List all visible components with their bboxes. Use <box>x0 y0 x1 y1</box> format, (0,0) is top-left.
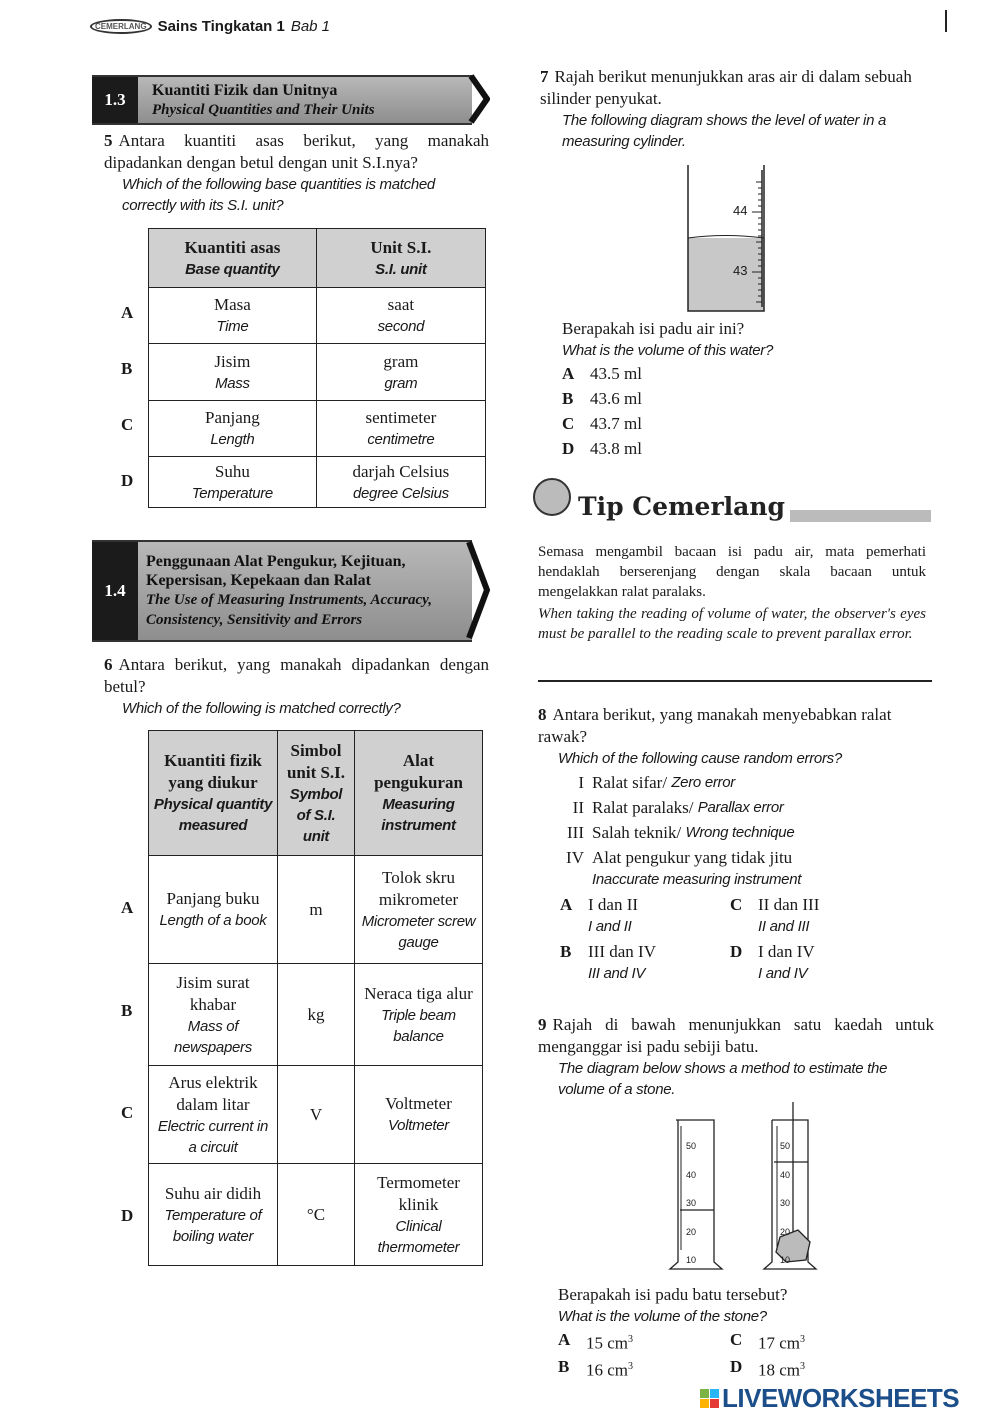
question-text-ms: Antara berikut, yang manakah dipadankan dengan betul? <box>104 655 489 696</box>
question-9 <box>538 1014 934 1100</box>
cell: darjah Celsius <box>352 461 450 481</box>
cell: sentimeter <box>365 408 437 427</box>
cell: gram <box>384 374 418 392</box>
option-text: 43.6 ml <box>590 389 642 408</box>
item-en: Parallax error <box>697 799 784 816</box>
option-letter: D <box>121 471 134 490</box>
tip-text-ms: Semasa mengambil bacaan isi padu air, mata pemerhati hendaklah berserenjang dengan skala bacaan untuk mengelakkan ralat paralaks. <box>538 544 926 600</box>
scale-label: 30 <box>686 1198 697 1208</box>
scale-right <box>780 1132 790 1275</box>
cell: Voltmeter <box>388 1117 449 1134</box>
liveworksheets-logo-icon <box>700 1389 719 1408</box>
cell: Termometer klinik <box>377 1172 460 1214</box>
item-ms: Alat pengukur yang tidak jitu <box>592 848 793 867</box>
question-text-en: Which of the following is matched correctly? <box>122 700 401 717</box>
book-title: Sains Tingkatan 1 <box>157 18 285 35</box>
option-letter: B <box>560 942 572 961</box>
option-letter: B <box>558 1356 570 1376</box>
section-title-en: The Use of Measuring Instruments, Accuracy, Consistency, Sensitivity and Errors <box>146 592 432 628</box>
cell: °C <box>278 1164 355 1266</box>
cell: Mass of newspapers <box>174 1017 252 1056</box>
section-title-ms: Penggunaan Alat Pengukur, Kejituan, Kepersisan, Kepekaan dan Ralat <box>146 553 406 589</box>
question-text-ms: Rajah di bawah menunjukkan satu kaedah untuk menganggar isi padu sebiji batu. <box>538 1015 934 1056</box>
cell: Temperature of boiling water <box>164 1206 262 1245</box>
section-banner-1-3 <box>92 75 472 125</box>
option-a[interactable] <box>560 894 730 937</box>
option-letter: A <box>560 895 573 914</box>
th-ms: Kuantiti fizik yang diukur <box>164 751 262 792</box>
cell: Clinical thermometer <box>377 1217 460 1256</box>
cell: m <box>278 856 355 964</box>
question-text-en: The diagram below shows a method to estimate the volume of a stone. <box>558 1060 888 1098</box>
option-text-ms: I dan II <box>588 895 639 914</box>
option-text: 43.8 ml <box>590 439 642 458</box>
question-text-ms: Rajah berikut menunjukkan aras air di dalam sebuah silinder penyukat. <box>540 67 912 108</box>
section-title-ms: Kuantiti Fizik dan Unitnya <box>152 82 338 99</box>
q6-table <box>148 730 483 1266</box>
option-text-en: I and II <box>588 918 632 935</box>
cell: degree Celsius <box>352 484 449 502</box>
option-letter: C <box>730 895 743 914</box>
tip-title: Tip Cemerlang <box>578 492 785 521</box>
scale-label: 43 <box>733 263 748 278</box>
scale-left <box>686 1132 696 1275</box>
section-banner-1-4 <box>92 540 472 642</box>
cell: Suhu <box>214 461 250 481</box>
cell: Masa <box>213 295 251 314</box>
cell: Voltmeter <box>385 1094 452 1113</box>
option-b[interactable] <box>560 941 730 984</box>
cell: Temperature <box>191 484 273 502</box>
cell: Panjang buku <box>166 889 260 908</box>
table-row <box>149 401 486 457</box>
option-a[interactable] <box>558 1329 730 1355</box>
cemerlang-logo: CEMERLANG <box>90 19 152 34</box>
cell: Tolok skru mikrometer <box>378 867 459 909</box>
cell: Suhu air didih <box>164 1183 262 1203</box>
cell: Triple beam balance <box>381 1006 456 1045</box>
option-text-ms: I dan IV <box>758 942 815 961</box>
question-6 <box>104 654 489 719</box>
cell: Arus elektrik dalam litar <box>168 1072 258 1114</box>
option-letter: D <box>562 439 575 458</box>
option-text: 43.5 ml <box>590 364 642 383</box>
question-text-ms: Antara berikut, yang manakah menyebabkan ralat rawak? <box>538 705 892 746</box>
option-text: 16 cm <box>586 1360 629 1380</box>
tip-divider <box>538 680 932 682</box>
scale-label: 50 <box>780 1141 791 1151</box>
option-text-ms: II dan III <box>758 895 820 914</box>
cell: Panjang <box>204 408 260 427</box>
item-number: I <box>578 773 584 792</box>
option-c[interactable] <box>562 413 942 435</box>
cell: Mass <box>215 374 250 392</box>
question-number: 6 <box>104 655 113 674</box>
page-header <box>90 18 330 35</box>
th-en: Symbol of S.I. unit <box>289 785 343 845</box>
tip-bar <box>790 510 931 522</box>
question-number: 9 <box>538 1015 547 1034</box>
option-text-ms: III dan IV <box>588 942 656 961</box>
liveworksheets-watermark <box>700 1384 959 1412</box>
option-letter: C <box>121 1103 134 1122</box>
graduation-cap-icon <box>533 478 571 516</box>
tip-text-en: When taking the reading of volume of water, the observer's eyes must be parallel to the reading scale to prevent parallax error. <box>538 606 926 642</box>
cell: Time <box>216 318 249 335</box>
superscript: 3 <box>800 1360 806 1372</box>
option-letter: A <box>121 898 134 917</box>
option-letter: B <box>121 1001 133 1020</box>
question-text-en: Which of the following cause random errors? <box>558 750 842 767</box>
superscript: 3 <box>628 1334 634 1345</box>
scale-label: 30 <box>780 1198 791 1208</box>
option-text: 43.7 ml <box>590 414 642 433</box>
page-edge-mark <box>945 10 947 32</box>
th-ms: Simbol unit S.I. <box>286 740 346 782</box>
question-ask-en: What is the volume of the stone? <box>558 1308 767 1325</box>
th-en: Base quantity <box>185 260 280 278</box>
question-text-en: The following diagram shows the level of water in a measuring cylinder. <box>562 112 887 150</box>
cell: Jisim <box>214 351 251 371</box>
table-row <box>149 457 486 508</box>
question-ask-ms: Berapakah isi padu air ini? <box>562 319 745 338</box>
cell: V <box>278 1066 355 1164</box>
question-8 <box>538 704 936 984</box>
option-d[interactable] <box>562 438 942 460</box>
th-ms: Alat pengukuran <box>374 751 463 792</box>
table-row <box>149 1164 483 1266</box>
option-text-en: II and III <box>758 918 810 935</box>
option-text: 15 cm <box>586 1333 629 1353</box>
cell: Neraca tiga alur <box>364 983 473 1003</box>
option-c[interactable] <box>730 1329 902 1355</box>
option-letter: C <box>121 415 134 434</box>
option-c[interactable] <box>730 894 900 937</box>
item-number: II <box>572 798 584 817</box>
table-row <box>149 1066 483 1164</box>
section-title-en: Physical Quantities and Their Units <box>152 102 375 118</box>
item-ms: Salah teknik/ <box>592 823 682 842</box>
item-en: Wrong technique <box>685 824 795 841</box>
option-b[interactable] <box>558 1356 730 1382</box>
option-a[interactable] <box>562 363 942 385</box>
option-letter: A <box>121 303 134 322</box>
question-number: 5 <box>104 131 113 150</box>
table-row <box>149 964 483 1066</box>
question-text-ms: Antara kuantiti asas berikut, yang manakah dipadankan dengan betul dengan unit S.I.nya? <box>104 131 489 172</box>
scale-label: 20 <box>686 1226 697 1237</box>
chevron-icon <box>466 540 490 640</box>
th-en: Measuring instrument <box>381 796 456 834</box>
watermark-text: LIVEWORKSHEETS <box>722 1383 960 1413</box>
question-number: 7 <box>540 67 549 86</box>
question-7 <box>540 66 935 152</box>
option-letter: B <box>121 359 133 378</box>
tip-box <box>538 542 926 644</box>
th-en: Physical quantity measured <box>153 796 273 834</box>
option-d[interactable] <box>730 941 900 984</box>
scale-label: 20 <box>780 1226 791 1237</box>
option-d[interactable] <box>730 1356 902 1382</box>
cell: kg <box>278 964 355 1066</box>
option-letter: C <box>730 1330 743 1349</box>
item-number: III <box>567 823 584 842</box>
cell: Electric current in a circuit <box>157 1117 269 1156</box>
option-letter: D <box>730 942 743 961</box>
item-number: IV <box>566 848 584 867</box>
question-number: 8 <box>538 705 547 724</box>
cell: Micrometer screw gauge <box>361 912 476 951</box>
cell: Length of a book <box>159 912 267 929</box>
table-row <box>149 288 486 344</box>
scale-label: 40 <box>780 1169 791 1180</box>
cell: saat <box>387 295 415 314</box>
option-letter: C <box>562 414 575 433</box>
item-en: Inaccurate measuring instrument <box>592 871 802 888</box>
cell: Length <box>210 431 255 448</box>
question-text-en: Which of the following base quantities is matched correctly with its S.I. unit? <box>122 176 435 214</box>
chevron-icon <box>468 74 490 124</box>
item-ms: Ralat paralaks/ <box>592 798 694 817</box>
superscript: 3 <box>800 1334 806 1345</box>
cell: centimetre <box>367 431 435 448</box>
item-en: Zero error <box>671 774 735 791</box>
option-letter: B <box>562 389 574 408</box>
superscript: 3 <box>628 1360 634 1372</box>
scale-label: 10 <box>780 1255 791 1265</box>
question-ask-en: What is the volume of this water? <box>562 342 774 359</box>
option-letter: A <box>562 364 575 383</box>
question-ask-ms: Berapakah isi padu batu tersebut? <box>558 1285 788 1304</box>
table-row <box>149 856 483 964</box>
chapter: Bab 1 <box>290 18 331 35</box>
option-letter: A <box>558 1330 571 1349</box>
option-b[interactable] <box>562 388 942 410</box>
option-text: 17 cm <box>758 1333 801 1353</box>
question-5 <box>104 130 489 216</box>
th-ms: Unit S.I. <box>370 237 432 257</box>
measuring-cylinder-diagram <box>686 165 776 313</box>
scale-label: 10 <box>686 1255 697 1265</box>
th-en: S.I. unit <box>375 260 427 278</box>
item-ms: Ralat sifar/ <box>592 773 668 792</box>
scale-label: 50 <box>686 1141 697 1151</box>
cell: Jisim surat khabar <box>176 972 250 1014</box>
cell: second <box>377 318 425 335</box>
scale-label: 40 <box>686 1169 697 1180</box>
section-number: 1.4 <box>92 542 138 640</box>
option-letter: D <box>730 1356 743 1376</box>
option-text-en: I and IV <box>758 965 808 982</box>
cell: gram <box>383 351 419 371</box>
option-text: 18 cm <box>758 1360 801 1380</box>
section-number: 1.3 <box>92 77 138 123</box>
scale-label: 44 <box>733 203 748 218</box>
q5-table <box>148 228 486 508</box>
option-text-en: III and IV <box>588 965 646 982</box>
table-row <box>149 344 486 401</box>
option-letter: D <box>121 1206 134 1225</box>
th-ms: Kuantiti asas <box>184 237 281 257</box>
